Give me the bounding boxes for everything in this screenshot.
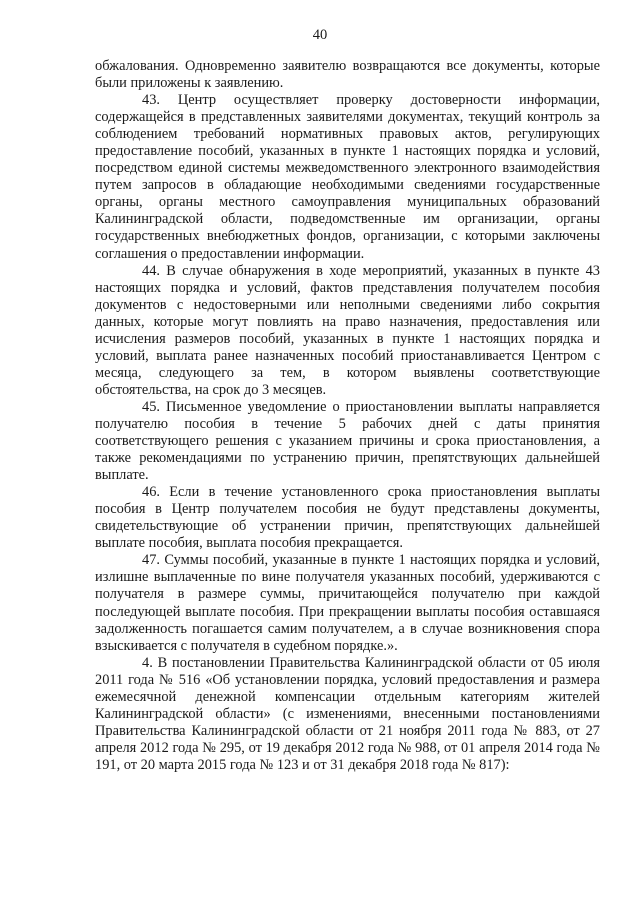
page-number: 40 [312, 27, 328, 43]
document-body [95, 58, 600, 774]
paragraph-continuation: обжалования. Одновременно заявителю возвращаются все документы, которые были приложены к заявлению. [95, 58, 600, 92]
paragraph-44: 44. В случае обнаружения в ходе мероприятий, указанных в пункте 43 настоящих порядка и условий, фактов представления получателем пособия документов с недостоверными или неполными сведениями либо сокрытия данных, которые могут повлиять на право назначения, предоставления или исчисления размеров пособий, указанных в пункте 1 настоящих порядка и условий, выплата ранее назначенных пособий приостанавливается Центром с месяца, следующего за тем, в котором выявлены соответствующие обстоятельства, на срок до 3 месяцев. [95, 262, 600, 398]
paragraph-43: 43. Центр осуществляет проверку достоверности информации, содержащейся в представленных заявителями документах, текущий контроль за соблюдением требований нормативных правовых актов, регулирующих предоставление пособий, указанных в пункте 1 настоящих порядка и условий, посредством единой системы межведомственного электронного взаимодействия путем запросов в обладающие необходимыми сведениями государственные органы, органы местного самоуправления муниципальных образований Калининградской области, подведомственные им организации, органы государственных внебюджетных фондов, организации, с которыми заключены соглашения о предоставлении информации. [95, 92, 600, 262]
paragraph-45: 45. Письменное уведомление о приостановлении выплаты направляется получателю пособия в течение 5 рабочих дней с даты принятия соответствующего решения с указанием причины и срока приостановления, а также рекомендациями по устранению причин, препятствующих дальнейшей выплате. [95, 398, 600, 484]
paragraph-46: 46. Если в течение установленного срока приостановления выплаты пособия в Центр получателем пособия не будут представлены документы, свидетельствующие об устранении причин, препятствующих дальнейшей выплате пособия, выплата пособия прекращается. [95, 484, 600, 552]
paragraph-item-4: 4. В постановлении Правительства Калининградской области от 05 июля 2011 года № 516 «Об установлении порядка, условий предоставления и размера ежемесячной денежной компенсации отдельным категориям жителей Калининградской области» (с изменениями, внесенными постановлениями Правительства Калининградской области от 21 ноября 2011 года № 883, от 27 апреля 2012 года № 295, от 19 декабря 2012 года № 988, от 01 апреля 2014 года № 191, от 20 марта 2015 года № 123 и от 31 декабря 2018 года № 817): [95, 654, 600, 773]
paragraph-47: 47. Суммы пособий, указанные в пункте 1 настоящих порядка и условий, излишне выплаченные по вине получателя указанных пособий, удерживаются с получателя в размере суммы, причитающейся получателю при каждой последующей выплате пособия. При прекращении выплаты пособия оставшаяся задолженность погашается самим получателем, а в случае возникновения спора взыскивается с получателя в судебном порядке.». [95, 552, 600, 654]
